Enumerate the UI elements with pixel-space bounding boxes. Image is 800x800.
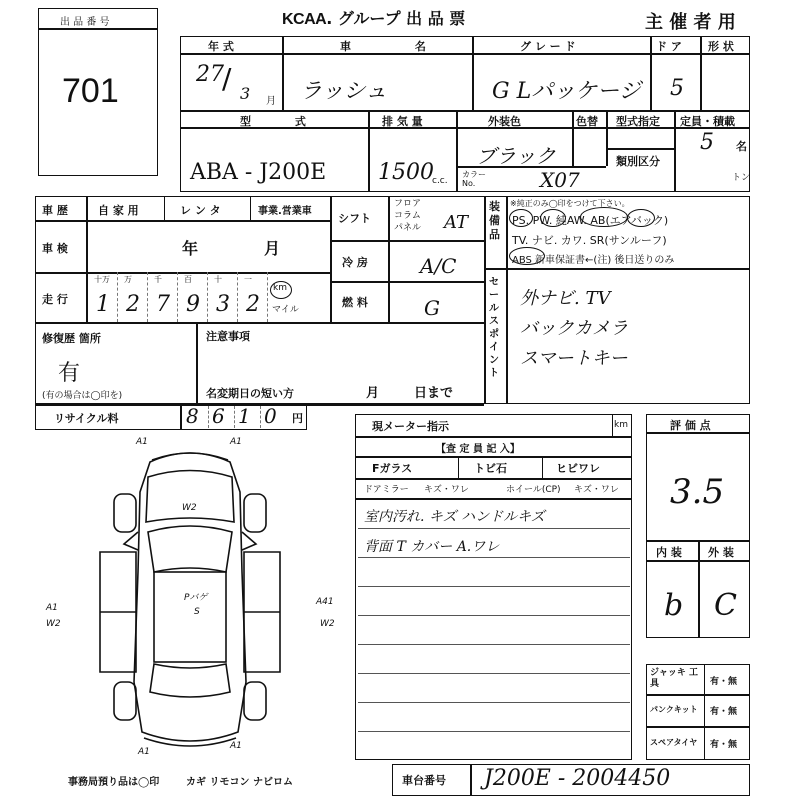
type-label: 型 式 [240,115,306,128]
inspection-year: 年 [182,239,199,258]
displacement-value: 1500 [378,160,434,185]
recycle-digit: 6 [212,404,225,428]
mileage-digit: 7 [156,292,170,317]
mileage-label: 走 行 [42,293,68,306]
type-value: ABA - J200E [190,160,327,185]
grade-value: G Lパッケージ [492,79,641,104]
equipment-line1[interactable]: PS. PW. 純AW. AB(エアバック) [512,214,669,227]
diagram-mark: A1 [138,747,150,757]
repair-value: 有 [58,361,81,386]
color-no-value: X07 [540,168,580,192]
organizer-label: 主 催 者 用 [645,12,736,33]
km-label: km [273,283,287,293]
abs-circle [509,247,545,265]
recycle-unit: 円 [292,412,303,425]
inspection-comment-2: 背面 T カバー A.ワレ [364,539,500,555]
lot-number-label: 出 品 番 号 [60,17,110,28]
name-change-label: 名変期日の短い方 [206,387,294,400]
ab-circle [627,209,655,227]
glass-crack[interactable]: ヒビワレ [556,462,600,475]
wheel-rear-left [114,682,136,720]
history-business[interactable]: 事業.営業車 [258,206,312,217]
meter-label: 現メーター指示 [372,420,449,433]
color-change-label: 色替 [576,115,598,128]
shift-column[interactable]: コラム [394,211,421,221]
mileage-digit: 2 [126,292,140,317]
diagram-mark: Pバゲ [184,593,208,603]
inspection-label: 車 検 [42,242,68,255]
color-no-label: カラー No. [462,170,486,188]
diagram-mark: S [194,607,200,617]
mileage-cell [208,272,238,322]
displacement-unit: c.c. [432,176,448,186]
selling-point-3: スマートキー [520,348,628,369]
glass-label: Fガラス [372,462,413,475]
ton-unit: トン [732,173,751,183]
puncture-kit-value[interactable]: 有・無 [710,707,738,717]
spare-tire-label: スペアタイヤ [650,738,698,747]
chassis-label: 車台番号 [402,774,446,787]
shift-panel[interactable]: パネル [394,223,422,233]
puncture-kit-label: パンクキット [650,705,698,714]
wheel-rear-right [244,682,266,720]
diagram-mark: A1 [230,741,242,751]
exterior-color-value: ブラック [476,144,556,168]
equipment-line3[interactable]: ABS 新車保証書←(注) 後日送りのみ [512,255,675,266]
mileage-unit-label: 一 [244,275,252,284]
exterior-color-label: 外装色 [488,115,521,128]
car-windshield [148,526,232,572]
grade-label: グ レ ー ド [520,40,576,53]
spare-tire-value[interactable]: 有・無 [710,740,738,750]
mileage-cell [148,272,178,322]
inspection-comment-1: 室内汚れ. キズ ハンドルキズ [364,509,545,525]
score-label: 評 価 点 [670,419,711,432]
mileage-digit: 3 [216,292,230,317]
mileage-unit-label: 十万 [94,275,110,284]
mileage-digit: 9 [186,292,200,317]
office-note: 事務局預り品は◯印 [68,777,160,788]
equipment-note: ※純正のみ◯印をつけて下さい。 [510,199,630,208]
year-value: 27 [196,62,224,87]
wheel-options[interactable]: キズ・ワレ [574,485,619,495]
year-label: 年 式 [208,40,234,53]
mileage-digit: 1 [96,292,110,317]
diagram-mark: W2 [46,619,61,629]
mirror-label: ドアミラー [364,485,409,495]
mile-label: マイル [272,305,299,315]
recycle-label: リサイクル料 [54,412,119,425]
mileage-unit-label: 十 [214,275,222,284]
equipment-label: 装 備 品 [489,200,500,241]
history-rental[interactable]: レ ン タ [180,204,221,217]
interior-label: 内 装 [656,546,682,559]
selling-points-label: セールスポイント [489,277,499,379]
mileage-cell [238,272,268,322]
mileage-unit-label: 万 [124,275,132,284]
score-value: 3.5 [670,472,725,512]
jack-value[interactable]: 有・無 [710,677,738,687]
aw-circle [580,207,628,227]
diagram-mark: A1 [46,603,58,613]
selling-point-1: 外ナビ. TV [520,288,611,309]
car-rear-window [150,664,230,697]
selling-point-2: バックカメラ [520,318,628,339]
shift-value: AT [444,212,469,233]
meter-unit: km [614,420,628,430]
wheel-front-left [114,494,136,532]
car-diagram [40,432,350,762]
diagram-mark: W2 [320,619,335,629]
mileage-cell [88,272,118,322]
car-name-label: 車 名 [340,40,426,53]
month-value: 3 [240,84,251,103]
glass-chip[interactable]: トビ石 [474,462,507,475]
history-private[interactable]: 自 家 用 [98,204,139,217]
wheel-label: ホイール(CP) [506,485,561,495]
ac-label: 冷 房 [342,256,368,269]
model-designation-label: 型式指定 [616,115,660,128]
mirror-left [124,532,138,550]
mileage-unit-label: 百 [184,275,192,284]
shift-floor[interactable]: フロア [394,199,422,209]
assessor-entry-label: 【査 定 員 記 入】 [436,444,520,455]
notes-label: 注意事項 [206,330,250,343]
repair-label: 修復歴 箇所 [42,332,101,345]
mirror-options[interactable]: キズ・ワレ [424,485,469,495]
mileage-cell [178,272,208,322]
recycle-digit: 1 [238,404,251,428]
exterior-label: 外 装 [708,546,734,559]
recycle-digit: 8 [186,404,199,428]
brand-logo: KCAA [282,11,327,28]
rear-bumper [144,738,236,746]
office-items: カギ リモコン ナビロム [186,777,293,788]
lot-number: 701 [62,72,119,110]
equipment-line2[interactable]: TV. ナビ. カワ. SR(サンルーフ) [512,234,667,247]
interior-value: b [664,588,684,623]
car-roof [154,572,226,662]
capacity-unit: 名 [736,140,747,153]
fuel-value: G [424,296,440,320]
month-unit: 月 [266,96,276,107]
name-change-day: 日まで [414,386,454,401]
capacity-value: 5 [700,130,714,155]
mileage-unit-label: 千 [154,275,162,284]
mirror-right [242,532,256,550]
displacement-label: 排 気 量 [382,115,423,128]
form-title [282,6,465,29]
diagram-mark: A41 [316,597,334,607]
category-label: 類別区分 [616,155,660,168]
car-hood [146,471,234,523]
jack-label: ジャッキ 工 具 [650,668,698,689]
capacity-label: 定員・積載 [680,115,735,128]
inspection-month: 月 [264,239,281,258]
car-name-value: ラッシュ [300,79,388,104]
mileage-cell [118,272,148,322]
front-bumper [152,453,228,460]
diagram-mark: W2 [182,503,197,513]
history-label: 車 歴 [42,204,68,217]
mileage-digit: 2 [246,292,260,317]
diagram-mark: A1 [230,437,242,447]
pw-circle [540,209,566,227]
ps-circle [509,209,533,227]
recycle-digit: 0 [264,404,277,428]
shift-label: シフト [338,212,371,225]
ac-value: A/C [420,254,457,278]
exterior-value: C [714,588,737,623]
chassis-value: J200E - 2004450 [484,766,671,791]
shape-label: 形 状 [708,40,734,53]
wheel-front-right [244,494,266,532]
diagram-mark: A1 [136,437,148,447]
form-title-text: . グループ 出 品 票 [326,9,466,28]
doors-label: ド ア [656,40,682,53]
name-change-month: 月 [366,386,380,401]
repair-note: (有の場合は◯印を) [42,391,123,401]
fuel-label: 燃 料 [342,296,368,309]
doors-value: 5 [670,76,684,101]
